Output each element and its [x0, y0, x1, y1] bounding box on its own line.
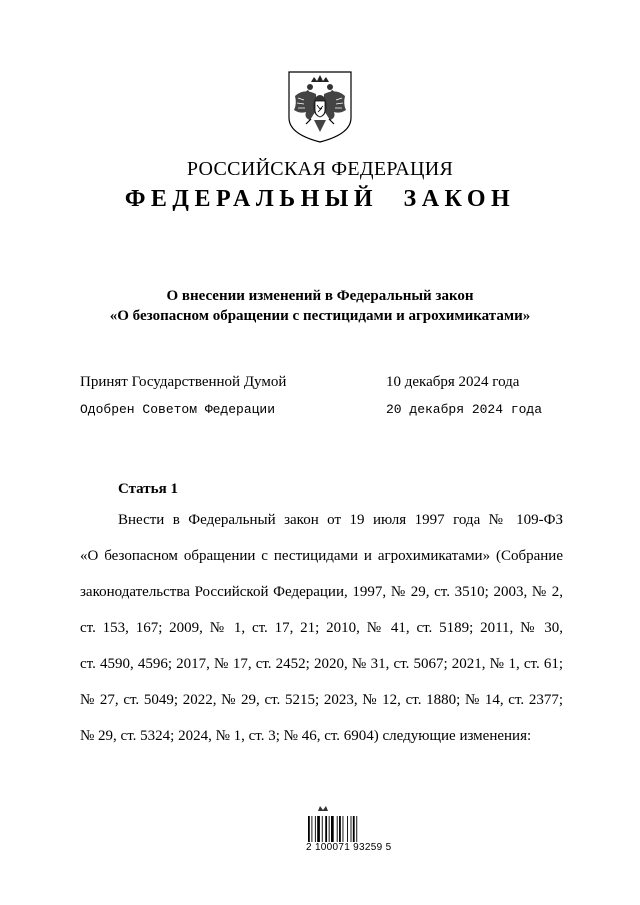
barcode-bar — [322, 816, 323, 842]
country-name: РОССИЙСКАЯ ФЕДЕРАЦИЯ — [186, 158, 454, 180]
council-date: 20 декабря 2024 года — [386, 402, 543, 417]
barcode-bar — [308, 816, 310, 842]
duma-date: 10 декабря 2024 года — [386, 374, 520, 390]
body-line: законодательства Российской Федерации, 1997, № 29, ст. 3510; 2003, № 2, — [80, 584, 563, 600]
law-title-line-1: О внесении изменений в Федеральный закон — [166, 288, 474, 304]
barcode-bar — [337, 816, 338, 842]
body-line: № 29, ст. 5324; 2024, № 1, ст. 3; № 46, ст. 6904) следующие изменения: — [80, 728, 532, 744]
body-line: «О безопасном обращении с пестицидами и агрохимикатами» (Собрание — [80, 548, 563, 564]
barcode-bar — [315, 816, 316, 842]
barcode-bar — [343, 816, 344, 842]
body-line: ст. 153, 167; 2009, № 1, ст. 17, 21; 2010, № 41, ст. 5189; 2011, № 30, — [80, 620, 563, 636]
duma-label: Принят Государственной Думой — [80, 374, 287, 390]
law-title-line-2: «О безопасном обращении с пестицидами и агрохимикатами» — [109, 308, 531, 324]
body-line: ст. 4590, 4596; 2017, № 17, ст. 2452; 2020, № 31, ст. 5067; 2021, № 1, ст. 61; — [80, 656, 563, 672]
barcode-bar — [351, 816, 352, 842]
law-title — [0, 286, 640, 326]
barcode-number: 2 100071 93259 5 — [306, 842, 392, 853]
barcode-bar — [329, 816, 330, 842]
barcode-bar — [347, 816, 348, 842]
barcode-bar — [356, 816, 357, 842]
barcode-bar — [353, 816, 355, 842]
body-line: № 27, ст. 5049; 2022, № 29, ст. 5215; 2023, № 12, ст. 1880; № 14, ст. 2377; — [80, 692, 563, 708]
body-line: Внести в Федеральный закон от 19 июля 1997 года № 109-ФЗ — [118, 512, 563, 528]
council-label: Одобрен Советом Федерации — [80, 402, 276, 417]
barcode-bar — [317, 816, 320, 842]
barcode-bar — [325, 816, 327, 842]
barcode-bar — [331, 816, 334, 842]
coat-of-arms-icon — [286, 70, 354, 144]
barcode-bar — [339, 816, 341, 842]
law-type-heading: ФЕДЕРАЛЬНЫЙ ЗАКОН — [124, 186, 516, 212]
barcode-bar — [311, 816, 312, 842]
article-heading: Статья 1 — [118, 481, 178, 497]
